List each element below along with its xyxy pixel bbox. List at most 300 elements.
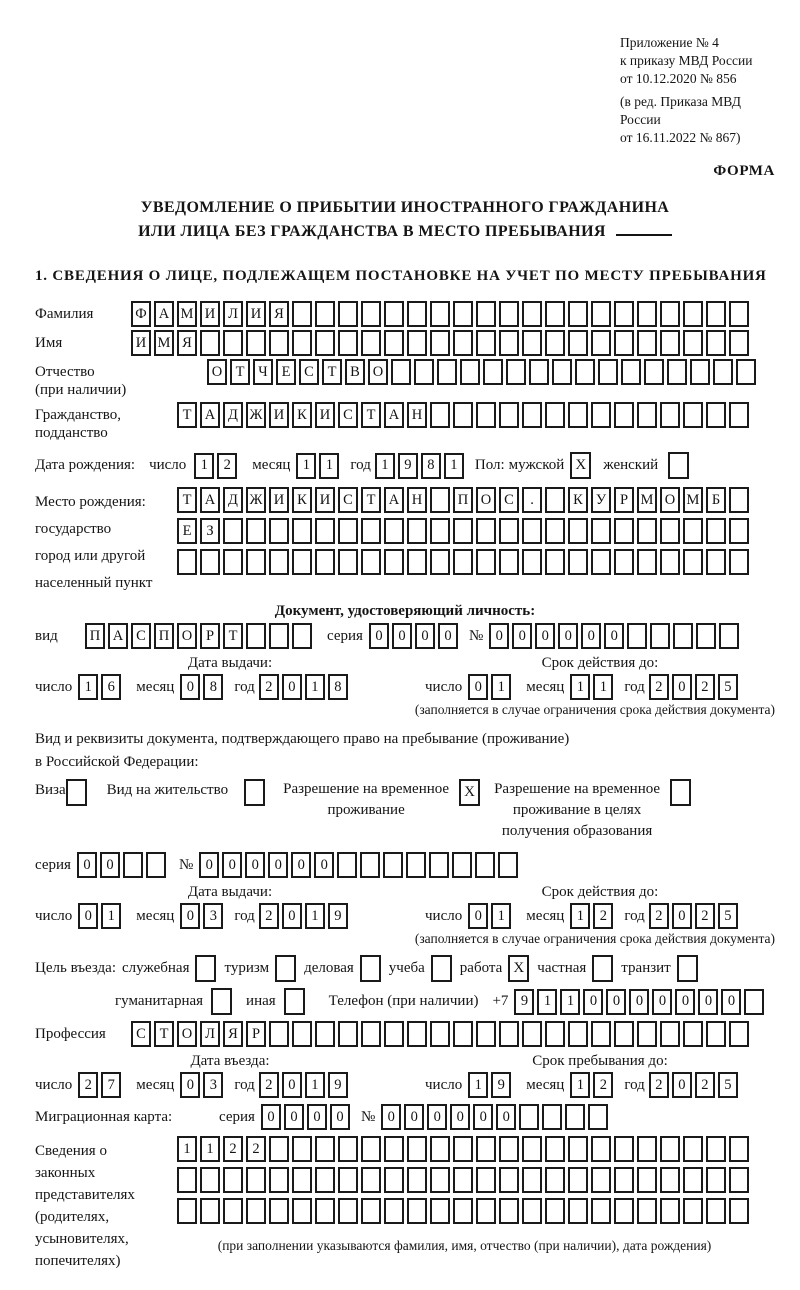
- char-cell[interactable]: 9: [398, 453, 418, 479]
- char-cell[interactable]: А: [200, 487, 220, 513]
- char-cell[interactable]: Т: [223, 623, 243, 649]
- char-cell[interactable]: [568, 330, 588, 356]
- char-cell[interactable]: Р: [200, 623, 220, 649]
- char-cell[interactable]: [476, 330, 496, 356]
- char-cell[interactable]: [729, 330, 749, 356]
- char-cell[interactable]: И: [315, 402, 335, 428]
- char-cell[interactable]: [338, 330, 358, 356]
- char-cell[interactable]: О: [660, 487, 680, 513]
- char-cell[interactable]: 2: [259, 903, 279, 929]
- char-cell[interactable]: И: [131, 330, 151, 356]
- char-cell[interactable]: 0: [468, 674, 488, 700]
- gender-male-checkbox[interactable]: X: [570, 452, 591, 479]
- char-cell[interactable]: 0: [284, 1104, 304, 1130]
- char-cell[interactable]: 0: [180, 674, 200, 700]
- char-cell[interactable]: 0: [282, 1072, 302, 1098]
- char-cell[interactable]: 2: [259, 1072, 279, 1098]
- purpose-other-checkbox[interactable]: [284, 988, 305, 1015]
- char-cell[interactable]: [660, 330, 680, 356]
- char-cell[interactable]: С: [131, 1021, 151, 1047]
- char-cell[interactable]: 2: [78, 1072, 98, 1098]
- char-cell[interactable]: [683, 1167, 703, 1193]
- char-cell[interactable]: .: [522, 487, 542, 513]
- char-cell[interactable]: [729, 402, 749, 428]
- purpose-transit-checkbox[interactable]: [677, 955, 698, 982]
- char-cell[interactable]: [660, 1167, 680, 1193]
- char-cell[interactable]: С: [338, 402, 358, 428]
- edu-permit-checkbox[interactable]: [670, 779, 691, 806]
- purpose-work-checkbox[interactable]: X: [508, 955, 529, 982]
- char-cell[interactable]: 0: [581, 623, 601, 649]
- char-cell[interactable]: 5: [718, 903, 738, 929]
- char-cell[interactable]: [719, 623, 739, 649]
- char-cell[interactable]: [545, 549, 565, 575]
- char-cell[interactable]: [177, 1198, 197, 1224]
- char-cell[interactable]: 3: [203, 903, 223, 929]
- char-cell[interactable]: А: [108, 623, 128, 649]
- char-cell[interactable]: [499, 549, 519, 575]
- char-cell[interactable]: Ф: [131, 301, 151, 327]
- char-cell[interactable]: 1: [78, 674, 98, 700]
- char-cell[interactable]: [337, 852, 357, 878]
- char-cell[interactable]: [476, 1021, 496, 1047]
- char-cell[interactable]: П: [453, 487, 473, 513]
- char-cell[interactable]: [483, 359, 503, 385]
- char-cell[interactable]: Т: [322, 359, 342, 385]
- char-cell[interactable]: [430, 549, 450, 575]
- char-cell[interactable]: [177, 549, 197, 575]
- char-cell[interactable]: [315, 1167, 335, 1193]
- char-cell[interactable]: [729, 301, 749, 327]
- char-cell[interactable]: 5: [718, 674, 738, 700]
- char-cell[interactable]: [123, 852, 143, 878]
- char-cell[interactable]: [384, 549, 404, 575]
- char-cell[interactable]: Ж: [246, 402, 266, 428]
- char-cell[interactable]: [637, 549, 657, 575]
- char-cell[interactable]: [660, 1198, 680, 1224]
- char-cell[interactable]: [667, 359, 687, 385]
- char-cell[interactable]: [591, 549, 611, 575]
- char-cell[interactable]: [522, 549, 542, 575]
- char-cell[interactable]: [736, 359, 756, 385]
- char-cell[interactable]: 0: [672, 1072, 692, 1098]
- char-cell[interactable]: [568, 301, 588, 327]
- char-cell[interactable]: [383, 852, 403, 878]
- char-cell[interactable]: [391, 359, 411, 385]
- char-cell[interactable]: [453, 1167, 473, 1193]
- char-cell[interactable]: 5: [718, 1072, 738, 1098]
- char-cell[interactable]: 0: [392, 623, 412, 649]
- char-cell[interactable]: Н: [407, 402, 427, 428]
- char-cell[interactable]: [246, 549, 266, 575]
- char-cell[interactable]: 0: [438, 623, 458, 649]
- char-cell[interactable]: 0: [468, 903, 488, 929]
- char-cell[interactable]: 0: [583, 989, 603, 1015]
- char-cell[interactable]: [269, 1136, 289, 1162]
- char-cell[interactable]: [614, 1021, 634, 1047]
- char-cell[interactable]: 0: [672, 674, 692, 700]
- char-cell[interactable]: 1: [491, 674, 511, 700]
- char-cell[interactable]: [269, 549, 289, 575]
- char-cell[interactable]: [292, 330, 312, 356]
- char-cell[interactable]: [519, 1104, 539, 1130]
- purpose-study-checkbox[interactable]: [431, 955, 452, 982]
- char-cell[interactable]: [315, 1136, 335, 1162]
- char-cell[interactable]: 0: [245, 852, 265, 878]
- char-cell[interactable]: [568, 1167, 588, 1193]
- char-cell[interactable]: 0: [100, 852, 120, 878]
- char-cell[interactable]: [223, 330, 243, 356]
- char-cell[interactable]: 1: [375, 453, 395, 479]
- char-cell[interactable]: [545, 1021, 565, 1047]
- char-cell[interactable]: [453, 402, 473, 428]
- char-cell[interactable]: С: [299, 359, 319, 385]
- char-cell[interactable]: 0: [427, 1104, 447, 1130]
- char-cell[interactable]: [568, 1198, 588, 1224]
- char-cell[interactable]: [552, 359, 572, 385]
- char-cell[interactable]: 1: [570, 1072, 590, 1098]
- char-cell[interactable]: [522, 330, 542, 356]
- char-cell[interactable]: 1: [194, 453, 214, 479]
- char-cell[interactable]: [292, 549, 312, 575]
- char-cell[interactable]: [361, 549, 381, 575]
- char-cell[interactable]: [292, 1198, 312, 1224]
- char-cell[interactable]: [453, 518, 473, 544]
- char-cell[interactable]: [637, 518, 657, 544]
- char-cell[interactable]: Я: [269, 301, 289, 327]
- char-cell[interactable]: [269, 623, 289, 649]
- char-cell[interactable]: Т: [177, 402, 197, 428]
- char-cell[interactable]: [430, 402, 450, 428]
- char-cell[interactable]: 0: [606, 989, 626, 1015]
- char-cell[interactable]: [568, 518, 588, 544]
- char-cell[interactable]: 3: [203, 1072, 223, 1098]
- char-cell[interactable]: [407, 549, 427, 575]
- char-cell[interactable]: [499, 1167, 519, 1193]
- char-cell[interactable]: [706, 1198, 726, 1224]
- char-cell[interactable]: О: [177, 1021, 197, 1047]
- char-cell[interactable]: [246, 330, 266, 356]
- char-cell[interactable]: Е: [276, 359, 296, 385]
- char-cell[interactable]: 1: [200, 1136, 220, 1162]
- char-cell[interactable]: 0: [404, 1104, 424, 1130]
- char-cell[interactable]: [713, 359, 733, 385]
- char-cell[interactable]: [522, 1021, 542, 1047]
- char-cell[interactable]: [476, 1167, 496, 1193]
- char-cell[interactable]: П: [154, 623, 174, 649]
- char-cell[interactable]: 0: [282, 903, 302, 929]
- char-cell[interactable]: 8: [328, 674, 348, 700]
- char-cell[interactable]: [522, 301, 542, 327]
- char-cell[interactable]: [292, 518, 312, 544]
- char-cell[interactable]: [706, 1167, 726, 1193]
- char-cell[interactable]: О: [476, 487, 496, 513]
- char-cell[interactable]: [269, 1198, 289, 1224]
- char-cell[interactable]: П: [85, 623, 105, 649]
- char-cell[interactable]: 0: [496, 1104, 516, 1130]
- char-cell[interactable]: [476, 1136, 496, 1162]
- purpose-tourism-checkbox[interactable]: [275, 955, 296, 982]
- char-cell[interactable]: 0: [180, 1072, 200, 1098]
- char-cell[interactable]: [729, 1021, 749, 1047]
- char-cell[interactable]: Е: [177, 518, 197, 544]
- char-cell[interactable]: 9: [328, 1072, 348, 1098]
- char-cell[interactable]: [360, 852, 380, 878]
- char-cell[interactable]: [683, 1021, 703, 1047]
- char-cell[interactable]: [453, 301, 473, 327]
- char-cell[interactable]: Р: [246, 1021, 266, 1047]
- char-cell[interactable]: [614, 330, 634, 356]
- char-cell[interactable]: [338, 301, 358, 327]
- char-cell[interactable]: [637, 1198, 657, 1224]
- char-cell[interactable]: [660, 402, 680, 428]
- char-cell[interactable]: [614, 301, 634, 327]
- char-cell[interactable]: Т: [177, 487, 197, 513]
- char-cell[interactable]: [223, 1198, 243, 1224]
- char-cell[interactable]: [407, 330, 427, 356]
- char-cell[interactable]: [690, 359, 710, 385]
- char-cell[interactable]: [315, 549, 335, 575]
- char-cell[interactable]: М: [177, 301, 197, 327]
- char-cell[interactable]: 2: [593, 903, 613, 929]
- char-cell[interactable]: 1: [296, 453, 316, 479]
- char-cell[interactable]: [637, 1021, 657, 1047]
- char-cell[interactable]: [542, 1104, 562, 1130]
- char-cell[interactable]: [499, 301, 519, 327]
- char-cell[interactable]: [545, 1167, 565, 1193]
- char-cell[interactable]: 2: [649, 1072, 669, 1098]
- char-cell[interactable]: [614, 1136, 634, 1162]
- char-cell[interactable]: 0: [381, 1104, 401, 1130]
- char-cell[interactable]: Л: [200, 1021, 220, 1047]
- char-cell[interactable]: [407, 1136, 427, 1162]
- char-cell[interactable]: [338, 1198, 358, 1224]
- char-cell[interactable]: 0: [652, 989, 672, 1015]
- char-cell[interactable]: 0: [672, 903, 692, 929]
- char-cell[interactable]: 0: [307, 1104, 327, 1130]
- char-cell[interactable]: [706, 549, 726, 575]
- char-cell[interactable]: [591, 1198, 611, 1224]
- char-cell[interactable]: [506, 359, 526, 385]
- char-cell[interactable]: [430, 1136, 450, 1162]
- char-cell[interactable]: 2: [223, 1136, 243, 1162]
- char-cell[interactable]: 1: [570, 674, 590, 700]
- char-cell[interactable]: 1: [319, 453, 339, 479]
- char-cell[interactable]: У: [591, 487, 611, 513]
- char-cell[interactable]: [627, 623, 647, 649]
- char-cell[interactable]: [177, 1167, 197, 1193]
- char-cell[interactable]: 2: [217, 453, 237, 479]
- char-cell[interactable]: [476, 1198, 496, 1224]
- char-cell[interactable]: 1: [593, 674, 613, 700]
- char-cell[interactable]: 0: [222, 852, 242, 878]
- char-cell[interactable]: [545, 1136, 565, 1162]
- char-cell[interactable]: [146, 852, 166, 878]
- char-cell[interactable]: [522, 1136, 542, 1162]
- char-cell[interactable]: [476, 549, 496, 575]
- char-cell[interactable]: [499, 1021, 519, 1047]
- char-cell[interactable]: 2: [246, 1136, 266, 1162]
- char-cell[interactable]: [621, 359, 641, 385]
- char-cell[interactable]: 0: [78, 903, 98, 929]
- char-cell[interactable]: [361, 1021, 381, 1047]
- char-cell[interactable]: [430, 301, 450, 327]
- char-cell[interactable]: А: [154, 301, 174, 327]
- char-cell[interactable]: В: [345, 359, 365, 385]
- char-cell[interactable]: 0: [512, 623, 532, 649]
- char-cell[interactable]: 1: [560, 989, 580, 1015]
- char-cell[interactable]: [644, 359, 664, 385]
- char-cell[interactable]: [545, 301, 565, 327]
- char-cell[interactable]: 0: [450, 1104, 470, 1130]
- char-cell[interactable]: 0: [698, 989, 718, 1015]
- char-cell[interactable]: [200, 1198, 220, 1224]
- char-cell[interactable]: [384, 1136, 404, 1162]
- char-cell[interactable]: [729, 1198, 749, 1224]
- char-cell[interactable]: Б: [706, 487, 726, 513]
- char-cell[interactable]: 1: [570, 903, 590, 929]
- char-cell[interactable]: [430, 518, 450, 544]
- char-cell[interactable]: [568, 1136, 588, 1162]
- char-cell[interactable]: [384, 518, 404, 544]
- char-cell[interactable]: [614, 518, 634, 544]
- char-cell[interactable]: [545, 518, 565, 544]
- char-cell[interactable]: [660, 1136, 680, 1162]
- char-cell[interactable]: 8: [421, 453, 441, 479]
- char-cell[interactable]: И: [246, 301, 266, 327]
- char-cell[interactable]: С: [499, 487, 519, 513]
- char-cell[interactable]: О: [368, 359, 388, 385]
- char-cell[interactable]: [246, 1167, 266, 1193]
- char-cell[interactable]: [683, 330, 703, 356]
- char-cell[interactable]: [591, 1167, 611, 1193]
- char-cell[interactable]: [575, 359, 595, 385]
- char-cell[interactable]: [522, 518, 542, 544]
- char-cell[interactable]: [223, 1167, 243, 1193]
- char-cell[interactable]: [545, 402, 565, 428]
- char-cell[interactable]: [315, 301, 335, 327]
- char-cell[interactable]: 0: [415, 623, 435, 649]
- char-cell[interactable]: [683, 1136, 703, 1162]
- char-cell[interactable]: [430, 487, 450, 513]
- char-cell[interactable]: [729, 487, 749, 513]
- char-cell[interactable]: [430, 330, 450, 356]
- purpose-private-checkbox[interactable]: [592, 955, 613, 982]
- char-cell[interactable]: [292, 301, 312, 327]
- char-cell[interactable]: З: [200, 518, 220, 544]
- char-cell[interactable]: [200, 1167, 220, 1193]
- char-cell[interactable]: [453, 1136, 473, 1162]
- char-cell[interactable]: [706, 1021, 726, 1047]
- char-cell[interactable]: 0: [629, 989, 649, 1015]
- char-cell[interactable]: [361, 1136, 381, 1162]
- char-cell[interactable]: [706, 402, 726, 428]
- char-cell[interactable]: [706, 301, 726, 327]
- char-cell[interactable]: [437, 359, 457, 385]
- char-cell[interactable]: [637, 1136, 657, 1162]
- char-cell[interactable]: И: [315, 487, 335, 513]
- char-cell[interactable]: [406, 852, 426, 878]
- char-cell[interactable]: [614, 1198, 634, 1224]
- char-cell[interactable]: [591, 1021, 611, 1047]
- char-cell[interactable]: 0: [675, 989, 695, 1015]
- char-cell[interactable]: [683, 301, 703, 327]
- char-cell[interactable]: [292, 1021, 312, 1047]
- char-cell[interactable]: [660, 1021, 680, 1047]
- char-cell[interactable]: [588, 1104, 608, 1130]
- char-cell[interactable]: [744, 989, 764, 1015]
- purpose-humanitarian-checkbox[interactable]: [211, 988, 232, 1015]
- char-cell[interactable]: [683, 1198, 703, 1224]
- char-cell[interactable]: 1: [444, 453, 464, 479]
- char-cell[interactable]: [729, 518, 749, 544]
- char-cell[interactable]: Д: [223, 402, 243, 428]
- char-cell[interactable]: [475, 852, 495, 878]
- char-cell[interactable]: [683, 402, 703, 428]
- char-cell[interactable]: [269, 1021, 289, 1047]
- char-cell[interactable]: [683, 518, 703, 544]
- char-cell[interactable]: Т: [230, 359, 250, 385]
- char-cell[interactable]: [430, 1198, 450, 1224]
- char-cell[interactable]: И: [269, 402, 289, 428]
- char-cell[interactable]: [729, 1136, 749, 1162]
- char-cell[interactable]: [407, 1198, 427, 1224]
- char-cell[interactable]: [660, 518, 680, 544]
- char-cell[interactable]: [545, 1198, 565, 1224]
- char-cell[interactable]: [614, 1167, 634, 1193]
- char-cell[interactable]: [476, 301, 496, 327]
- char-cell[interactable]: [614, 402, 634, 428]
- purpose-commercial-checkbox[interactable]: [360, 955, 381, 982]
- char-cell[interactable]: [361, 301, 381, 327]
- char-cell[interactable]: [361, 330, 381, 356]
- char-cell[interactable]: Т: [361, 487, 381, 513]
- char-cell[interactable]: [315, 1021, 335, 1047]
- char-cell[interactable]: [696, 623, 716, 649]
- char-cell[interactable]: [246, 518, 266, 544]
- char-cell[interactable]: [414, 359, 434, 385]
- char-cell[interactable]: 2: [695, 903, 715, 929]
- char-cell[interactable]: [269, 330, 289, 356]
- char-cell[interactable]: [591, 402, 611, 428]
- char-cell[interactable]: 2: [649, 674, 669, 700]
- char-cell[interactable]: И: [269, 487, 289, 513]
- char-cell[interactable]: [246, 1198, 266, 1224]
- char-cell[interactable]: [729, 1167, 749, 1193]
- char-cell[interactable]: 0: [180, 903, 200, 929]
- char-cell[interactable]: 9: [491, 1072, 511, 1098]
- char-cell[interactable]: Д: [223, 487, 243, 513]
- char-cell[interactable]: [591, 1136, 611, 1162]
- char-cell[interactable]: [637, 1167, 657, 1193]
- char-cell[interactable]: [591, 330, 611, 356]
- char-cell[interactable]: 1: [101, 903, 121, 929]
- char-cell[interactable]: 0: [282, 674, 302, 700]
- char-cell[interactable]: [453, 1021, 473, 1047]
- char-cell[interactable]: [499, 518, 519, 544]
- char-cell[interactable]: 0: [77, 852, 97, 878]
- char-cell[interactable]: [660, 549, 680, 575]
- char-cell[interactable]: 6: [101, 674, 121, 700]
- char-cell[interactable]: [614, 549, 634, 575]
- char-cell[interactable]: [269, 518, 289, 544]
- char-cell[interactable]: [430, 1167, 450, 1193]
- char-cell[interactable]: 9: [514, 989, 534, 1015]
- char-cell[interactable]: [568, 549, 588, 575]
- char-cell[interactable]: [545, 330, 565, 356]
- char-cell[interactable]: [407, 301, 427, 327]
- char-cell[interactable]: [384, 301, 404, 327]
